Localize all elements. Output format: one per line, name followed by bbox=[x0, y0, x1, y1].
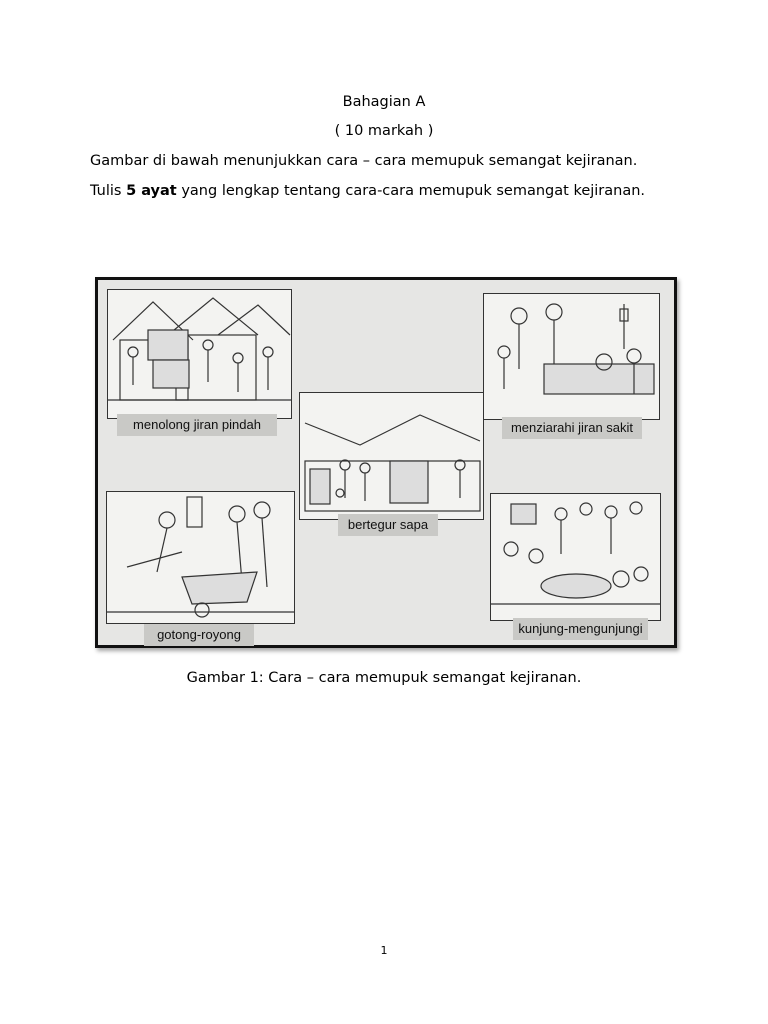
community-work-illustration bbox=[107, 492, 295, 624]
label-top-right: menziarahi jiran sakit bbox=[502, 417, 642, 439]
section-heading: Bahagian A bbox=[342, 94, 426, 110]
hospital-visit-illustration bbox=[484, 294, 660, 420]
panel-gotong-royong bbox=[106, 491, 295, 624]
panel-kunjung-mengunjungi bbox=[490, 493, 661, 621]
figure-image bbox=[95, 277, 677, 648]
instruction-bold-count: 5 ayat bbox=[126, 183, 177, 199]
marks-note: ( 10 markah ) bbox=[334, 123, 434, 139]
instruction-prefix: Tulis bbox=[90, 183, 127, 199]
visiting-illustration bbox=[491, 494, 661, 621]
panel-menolong-jiran-pindah bbox=[107, 289, 292, 419]
label-top-left: menolong jiran pindah bbox=[117, 414, 277, 436]
moving-house-illustration bbox=[108, 290, 292, 419]
label-center: bertegur sapa bbox=[338, 514, 438, 536]
panel-menziarahi-jiran-sakit bbox=[483, 293, 660, 420]
greeting-illustration bbox=[300, 393, 484, 520]
label-bottom-right: kunjung-mengunjungi bbox=[513, 618, 648, 640]
page-number: 1 bbox=[380, 944, 388, 957]
instruction-line-1: Gambar di bawah menunjukkan cara – cara memupuk semangat kejiranan. bbox=[90, 153, 638, 169]
label-bottom-left: gotong-royong bbox=[144, 624, 254, 646]
instruction-suffix: yang lengkap tentang cara-cara memupuk semangat kejiranan. bbox=[176, 183, 646, 199]
instruction-line-2 bbox=[90, 182, 645, 200]
panel-bertegur-sapa bbox=[299, 392, 484, 520]
figure-caption: Gambar 1: Cara – cara memupuk semangat kejiranan. bbox=[186, 670, 582, 686]
